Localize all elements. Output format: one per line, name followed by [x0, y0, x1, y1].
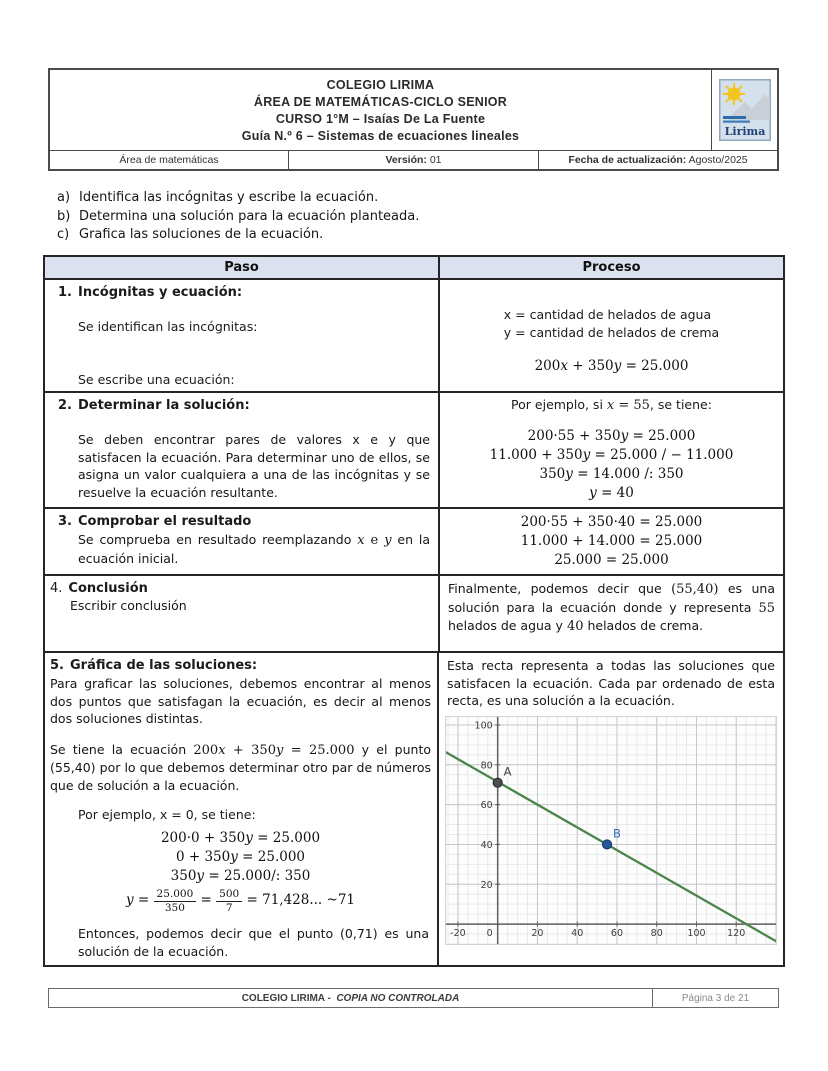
step-5-para2: Se tiene la ecuación 200x + 350y = 25.000 y el punto (55,40) por lo que debemos determinar otro par de números que de solución a la ecuación.	[50, 741, 431, 793]
guide-title: Guía N.º 6 – Sistemas de ecuaciones lineales	[241, 128, 520, 143]
step-number: 5.	[50, 658, 64, 673]
step-5-example: Por ejemplo, x = 0, se tiene:	[78, 807, 256, 822]
equation-fraction-line: y = $\frac{25.000}{350}$ = $\frac{500}{7}$ = 71,428... ~71	[125, 887, 356, 914]
sun-core	[727, 88, 740, 101]
steps-table	[43, 255, 785, 967]
equation-line: 0 + 350y = 25.000	[175, 849, 306, 865]
footer-table	[48, 988, 779, 1008]
example-intro: Por ejemplo, si x = 55, se tiene:	[511, 397, 712, 413]
step-1-cell	[45, 280, 440, 391]
process-2-cell	[440, 393, 783, 507]
variable-definitions	[504, 306, 719, 341]
equation-line: 200·55 + 350y = 25.000	[527, 428, 696, 444]
step-4-cell	[45, 576, 440, 651]
process-4-cell	[440, 576, 783, 651]
school-logo-icon	[719, 79, 771, 141]
logo-cell	[711, 70, 777, 150]
step-1-sub1: Se identifican las incógnitas:	[78, 319, 258, 334]
logo-bar-1	[723, 116, 746, 119]
definition-x: x = cantidad de helados de agua	[503, 307, 712, 322]
process-5-cell	[439, 653, 783, 965]
footer-page-number: Página 3 de 21	[652, 989, 778, 1007]
step-2-cell	[45, 393, 440, 507]
course-line: CURSO 1°M – Isaías De La Fuente	[275, 111, 486, 126]
step-2-body: Se deben encontrar pares de valores x e y que satisfacen la ecuación. Para determinar uno de ellos, se asigna un valor cualquiera a una de las incógnitas y se resuelve la ecuación resultante.	[78, 432, 430, 500]
definition-y: y = cantidad de helados de crema	[503, 324, 720, 340]
task-item-c	[57, 227, 419, 242]
solution-equations	[448, 427, 775, 503]
svg-text:0: 0	[486, 927, 493, 939]
svg-text:40: 40	[571, 927, 584, 939]
task-marker: c)	[57, 227, 70, 242]
graph-svg	[446, 717, 776, 944]
header-meta-row	[50, 150, 777, 169]
svg-text:80: 80	[480, 759, 493, 771]
step-3-cell	[45, 509, 440, 574]
step-5-cell	[45, 653, 439, 965]
meta-date-label: Fecha de actualización:	[568, 154, 687, 166]
logo-wordmark: Lirima	[724, 125, 765, 138]
step-number: 4.	[50, 581, 63, 596]
step-1-sub2: Se escribe una ecuación:	[78, 372, 235, 387]
column-header-proceso: Proceso	[582, 260, 641, 275]
process-1-cell	[440, 280, 783, 391]
task-text: Identifica las incógnitas y escribe la ecuación.	[79, 190, 379, 205]
step-title: Conclusión	[68, 581, 148, 596]
process-3-cell	[440, 509, 783, 574]
table-row-3	[45, 507, 783, 574]
task-item-b	[57, 209, 419, 224]
column-header-paso: Paso	[45, 257, 440, 278]
task-item-a	[57, 190, 419, 205]
table-header-row	[45, 257, 783, 278]
svg-text:20: 20	[480, 879, 493, 891]
logo-bar-2	[723, 121, 750, 123]
main-equation: 200x + 350y = 25.000	[534, 358, 689, 374]
svg-text:-20: -20	[450, 927, 466, 939]
svg-text:B: B	[613, 825, 621, 840]
step-number: 1.	[58, 285, 72, 300]
task-marker: b)	[57, 208, 71, 224]
step-number: 3.	[58, 514, 72, 529]
step-title: Comprobar el resultado	[77, 514, 252, 529]
meta-date	[539, 151, 777, 169]
solution-graph	[445, 716, 777, 945]
school-name: COLEGIO LIRIMA	[326, 77, 435, 92]
graph-explanation: Esta recta representa a todas las soluciones que satisfacen la ecuación. Cada par ordenado de esta recta, es una solución a la ecuación.	[447, 658, 775, 708]
table-row-4	[45, 574, 783, 651]
task-list	[57, 190, 419, 246]
department-line: ÁREA DE MATEMÁTICAS-CICLO SENIOR	[253, 94, 508, 109]
conclusion-text: Finalmente, podemos decir que (55,40) es una solución para la ecuación donde y representa 55 helados de agua y 40 helados de crema.	[448, 581, 775, 634]
step-5-conclusion: Entonces, podemos decir que el punto (0,71) es una solución de la ecuación.	[78, 926, 429, 959]
header-titles	[50, 70, 711, 150]
equation-line: 25.000 = 25.000	[554, 552, 669, 568]
header-top-row	[50, 70, 777, 150]
step-title: Gráfica de las soluciones:	[69, 658, 258, 673]
equation-line: 11.000 + 14.000 = 25.000	[520, 533, 703, 549]
task-text: Determina una solución para la ecuación planteada.	[79, 208, 420, 224]
step-4-body: Escribir conclusión	[70, 598, 187, 613]
table-row-2	[45, 391, 783, 507]
step-number: 2.	[58, 398, 72, 413]
svg-text:100: 100	[687, 927, 706, 939]
svg-text:40: 40	[480, 839, 493, 851]
equation-line: 11.000 + 350y = 25.000 / − 11.000	[489, 447, 734, 463]
table-row-5	[45, 651, 783, 965]
meta-version	[289, 151, 539, 169]
svg-text:20: 20	[531, 927, 544, 939]
task-marker: a)	[57, 190, 71, 205]
step-title: Determinar la solución:	[77, 398, 250, 413]
meta-area: Área de matemáticas	[50, 151, 289, 169]
svg-text:100: 100	[474, 719, 493, 731]
meta-date-value: Agosto/2025	[686, 154, 748, 166]
meta-version-value: 01	[426, 154, 442, 166]
svg-text:80: 80	[650, 927, 663, 939]
graph-equations	[50, 829, 431, 914]
fraction-1: $\frac{25.000}{350}$	[154, 889, 197, 914]
table-row-1	[45, 278, 783, 391]
equation-line: 200·0 + 350y = 25.000	[160, 830, 321, 846]
step-3-body: Se comprueba en resultado reemplazando x e y en la ecuación inicial.	[78, 532, 431, 566]
equation-line: 350y = 14.000 /: 350	[539, 466, 684, 482]
header-table	[48, 68, 779, 171]
svg-text:A: A	[503, 764, 512, 779]
fraction-2: $\frac{500}{7}$	[216, 889, 242, 914]
svg-text:60: 60	[610, 927, 624, 939]
step-5-para1: Para graficar las soluciones, debemos encontrar al menos dos puntos que satisfagan la ecuación, es decir al menos dos soluciones distintas.	[50, 676, 431, 726]
task-text: Grafica las soluciones de la ecuación.	[79, 227, 324, 242]
equation-line: 200·55 + 350·40 = 25.000	[520, 514, 703, 530]
svg-text:60: 60	[480, 799, 493, 811]
step-title: Incógnitas y ecuación:	[77, 285, 243, 300]
equation-line: 350y = 25.000/: 350	[170, 868, 311, 884]
svg-text:120: 120	[727, 927, 746, 939]
meta-version-label: Versión:	[385, 154, 427, 166]
equation-line: y = 40	[589, 485, 634, 501]
footer-copy-notice: COLEGIO LIRIMA - COPIA NO CONTROLADA	[241, 992, 460, 1004]
